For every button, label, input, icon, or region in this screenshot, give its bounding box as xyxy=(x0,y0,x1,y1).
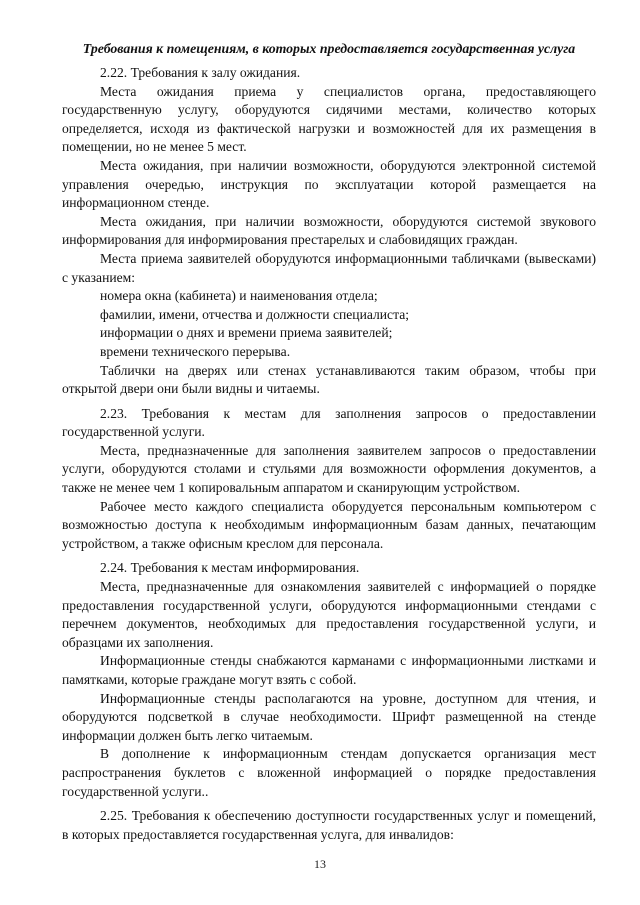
paragraph: Места ожидания, при наличии возможности, оборудуются системой звукового информирования для информирования престарелых и слабовидящих граждан. xyxy=(62,213,596,248)
page-number: 13 xyxy=(314,857,326,871)
list-item: времени технического перерыва. xyxy=(100,343,291,359)
list-item: номера окна (кабинета) и наименования отдела; xyxy=(100,288,378,304)
page-content xyxy=(62,40,596,844)
section-title: Требования к помещениям, в которых предоставляется государственная услуга xyxy=(82,41,576,56)
list-item: фамилии, имени, отчества и должности специалиста; xyxy=(100,306,410,322)
paragraph: Рабочее место каждого специалиста оборудуется персональным компьютером с возможностью доступа к необходимым информационным базам данных, печатающим устройством, а также офисным креслом для персонала. xyxy=(62,498,596,551)
paragraph: Места ожидания приема у специалистов органа, предоставляющего государственную услугу, оборудуются сидячими местами, количество которых определяется, исходя из фактической нагрузки и возможностей для их размещения в помещении, но не менее 5 мест. xyxy=(62,83,596,155)
paragraph-2-25-heading: 2.25. Требования к обеспечению доступности государственных услуг и помещений, в которых предоставляется государственная услуга, для инвалидов: xyxy=(62,808,596,842)
paragraph: Информационные стенды снабжаются карманами с информационными листками и памятками, которые граждане могут взять с собой. xyxy=(62,653,596,687)
paragraph: Информационные стенды располагаются на уровне, доступном для чтения, и оборудуются подсветкой в случае необходимости. Шрифт размещенной на стенде информации должен быть легко читаемым. xyxy=(62,690,596,743)
paragraph: Таблички на дверях или стенах устанавливаются таким образом, чтобы при открытой двери они были видны и читаемы. xyxy=(62,362,596,397)
paragraph: В дополнение к информационным стендам допускается организация мест распространения буклетов с вложенной информацией о порядке предоставления государственной услуги.. xyxy=(62,746,596,799)
paragraph: Места, предназначенные для заполнения заявителем запросов о предоставлении услуги, оборудуются столами и стульями для возможности оформления документов, а также не менее чем 1 копировальным аппаратом и сканирующим устройством. xyxy=(62,442,596,496)
paragraph-2-24-heading: 2.24. Требования к местам информирования. xyxy=(100,560,360,576)
paragraph-2-23-heading: 2.23. Требования к местам для заполнения запросов о предоставлении государственной услуги. xyxy=(62,405,596,440)
paragraph: Места, предназначенные для ознакомления заявителей с информацией о порядке предоставления государственной услуги, оборудуются информационными стендами с перечнем документов, необходимых для предоставления государственной услуги, и образцами их заполнения. xyxy=(62,579,596,650)
paragraph: Места приема заявителей оборудуются информационными табличками (вывесками) с указанием: xyxy=(62,250,596,285)
list-item: информации о днях и времени приема заявителей; xyxy=(100,325,393,341)
paragraph-2-22-heading: 2.22. Требования к залу ожидания. xyxy=(100,65,301,80)
paragraph: Места ожидания, при наличии возможности, оборудуются электронной системой управления очередью, инструкция по эксплуатации которой размещается на информационном стенде. xyxy=(62,157,596,211)
